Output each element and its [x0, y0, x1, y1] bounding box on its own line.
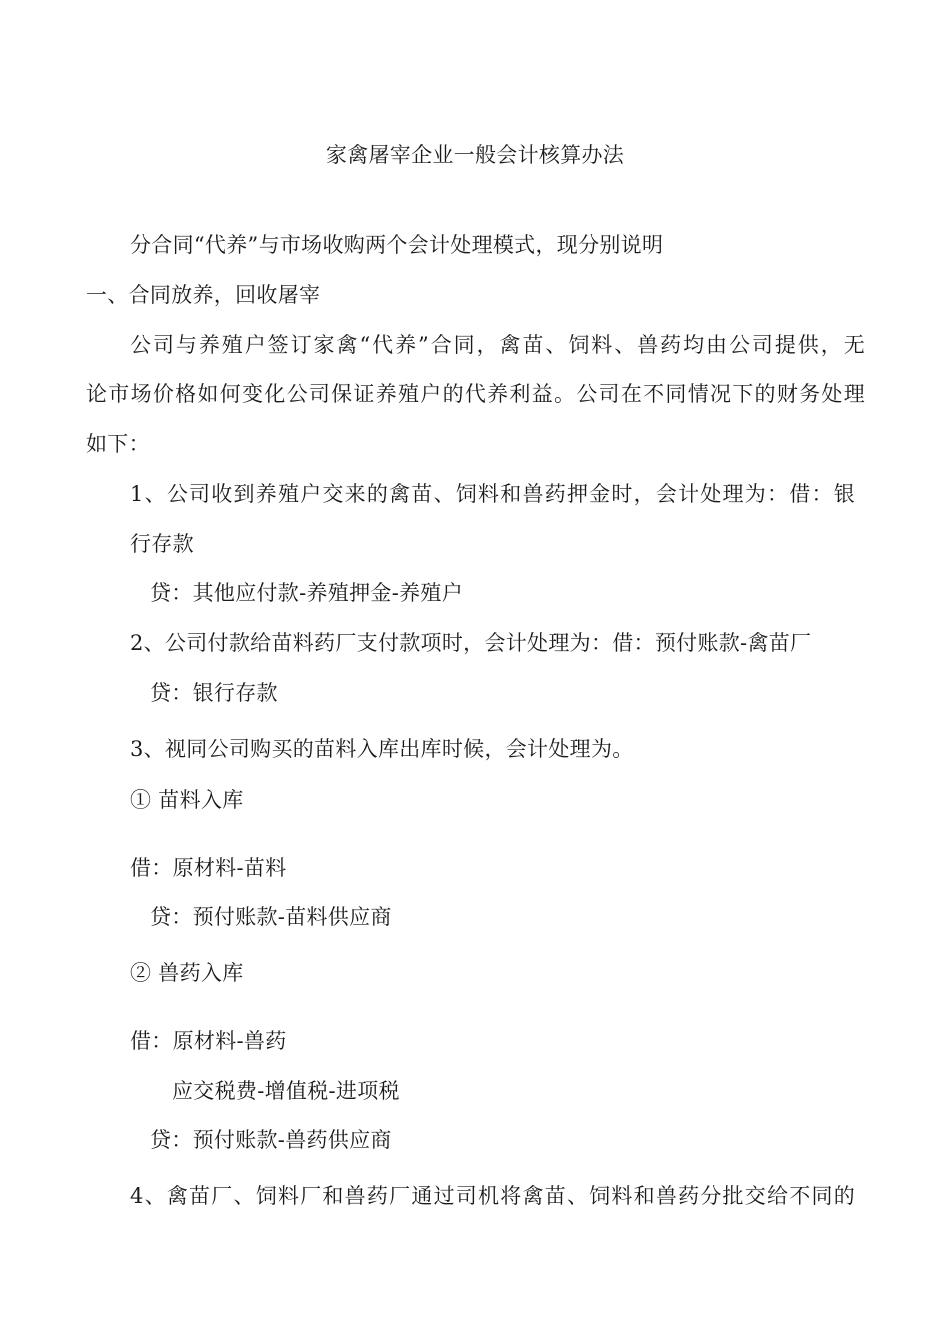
- paragraph-line: 公司与养殖户签订家禽“代养”合同，禽苗、饲料、兽药均由公司提供，无: [130, 333, 865, 357]
- sub-item-label: 兽药入库: [158, 961, 244, 985]
- credit-entry: 贷：其他应付款-养殖押金-养殖户: [150, 581, 463, 605]
- credit-entry: 贷：预付账款-兽药供应商: [150, 1128, 392, 1152]
- list-item-2: 2、公司付款给苗料药厂支付款项时，会计处理为：借：预付账款-禽苗厂: [130, 631, 812, 655]
- circled-number-marker: ①: [130, 788, 152, 812]
- debit-entry: 借：原材料-兽药: [130, 1029, 287, 1053]
- credit-entry: 贷：预付账款-苗料供应商: [150, 905, 392, 929]
- list-item-1: 1、公司收到养殖户交来的禽苗、饲料和兽药押金时，会计处理为：借：银: [130, 482, 855, 506]
- sub-item-2: [130, 959, 244, 987]
- intro-paragraph: 分合同“代养”与市场收购两个会计处理模式，现分别说明: [130, 233, 664, 257]
- circled-number-marker: ②: [130, 961, 152, 985]
- list-item-4: 4、禽苗厂、饲料厂和兽药厂通过司机将禽苗、饲料和兽药分批交给不同的: [130, 1184, 855, 1208]
- sub-item-label: 苗料入库: [158, 788, 244, 812]
- list-item-3: 3、视同公司购买的苗料入库出库时候，会计处理为。: [130, 737, 634, 761]
- debit-entry-continued: 应交税费-增值税-进项税: [172, 1079, 400, 1103]
- sub-item-1: [130, 786, 244, 814]
- debit-entry: 借：原材料-苗料: [130, 856, 287, 880]
- paragraph-line: 论市场价格如何变化公司保证养殖户的代养利益。公司在不同情况下的财务处理: [86, 382, 865, 406]
- credit-entry: 贷：银行存款: [150, 681, 278, 705]
- list-item-1-continued: 行存款: [130, 532, 194, 556]
- section-heading: 一、合同放养，回收屠宰: [86, 283, 321, 307]
- paragraph-line: 如下：: [86, 432, 150, 456]
- document-title: 家禽屠宰企业一般会计核算办法: [325, 143, 625, 167]
